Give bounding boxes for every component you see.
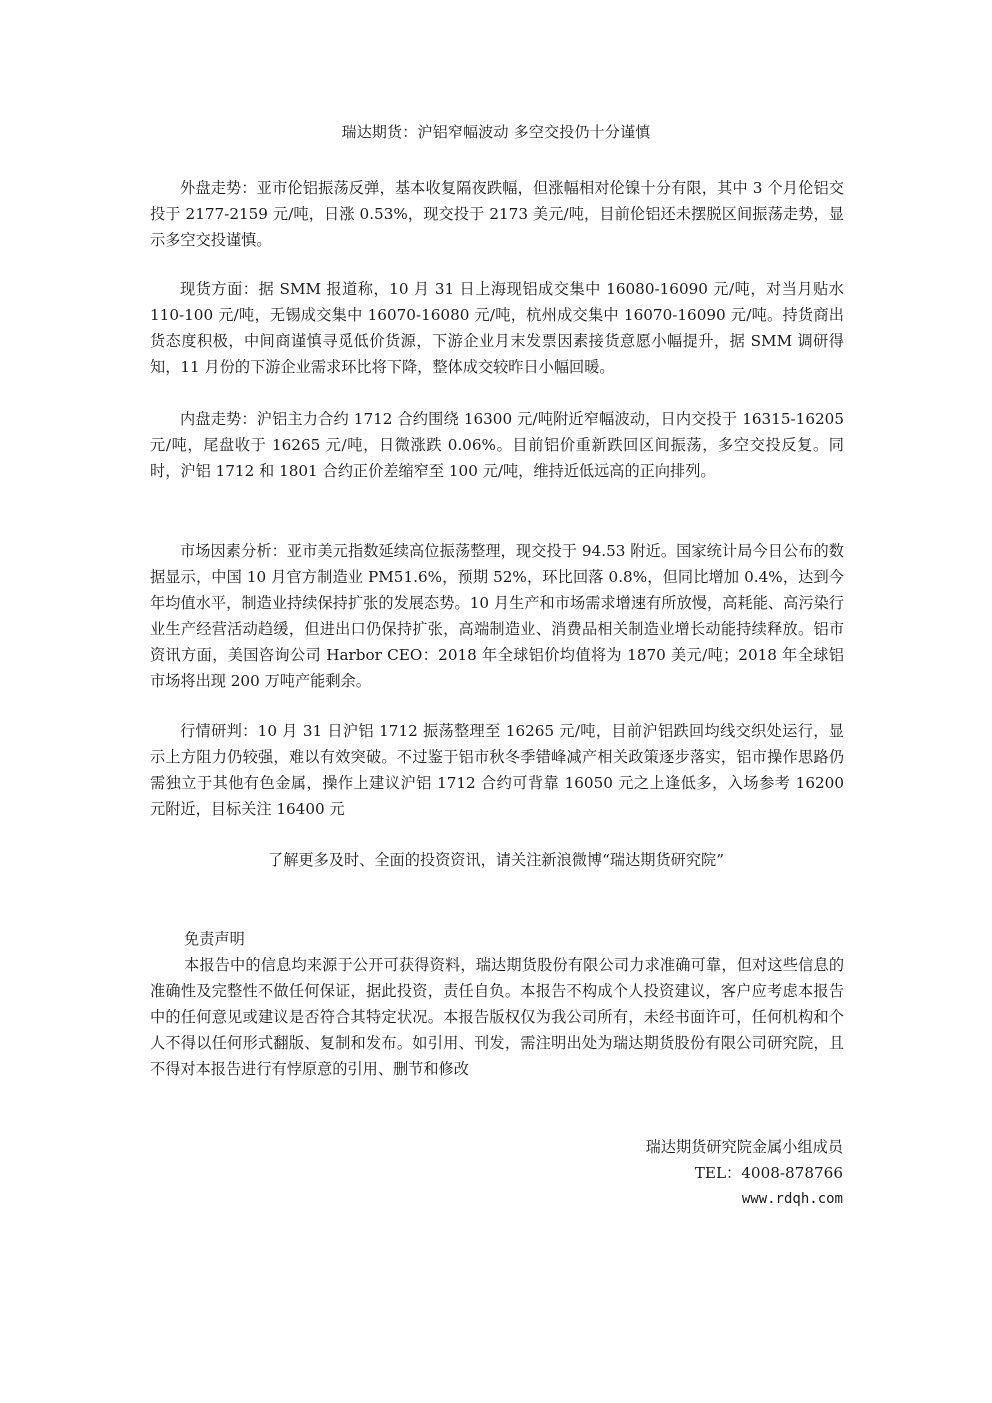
paragraph-domestic-market: 内盘走势：沪铝主力合约 1712 合约围绕 16300 元/吨附近窄幅波动，日内交投于 16315-16205 元/吨，尾盘收于 16265 元/吨，日微涨跌 0.06%。目前铝价重新跌回区间振荡，多空交投反复。同时，沪铝 1712 和 1801 合约正价差缩窄至 100 元/吨，维持近低远高的正向排列。	[150, 410, 844, 480]
paragraph-spot-market: 现货方面：据 SMM 报道称，10 月 31 日上海现铝成交集中 16080-16090 元/吨，对当月贴水 110-100 元/吨，无锡成交集中 16070-16080 元/吨，杭州成交集中 16070-16090 元/吨。持货商出货态度积极，中间商谨慎寻觅低价货源，下游企业月末发票因素接货意愿小幅提升，据 SMM 调研得知，11 月份的下游企业需求环比将下降，整体成交较昨日小幅回暖。	[150, 280, 844, 376]
report-title: 瑞达期货：沪铝窄幅波动 多空交投仍十分谨慎	[341, 123, 651, 141]
paragraph-market-factors: 市场因素分析：亚市美元指数延续高位振荡整理，现交投于 94.53 附近。国家统计局今日公布的数据显示，中国 10 月官方制造业 PM51.6%，预期 52%，环比回落 0.8%，但同比增加 0.4%，达到今年均值水平，制造业持续保持扩张的发展态势。10 月生产和市场需求增速有所放慢，高耗能、高污染行业生产经营活动趋缓，但进出口仍保持扩张，高端制造业、消费品相关制造业增长动能持续释放。铝市资讯方面，美国咨询公司 Harbor CEO：2018 年全球铝价均值将为 1870 美元/吨；2018 年全球铝市场将出现 200 万吨产能剩余。	[150, 542, 844, 690]
paragraph-outlook: 行情研判：10 月 31 日沪铝 1712 振荡整理至 16265 元/吨，目前沪铝跌回均线交织处运行，显示上方阻力仍较强，难以有效突破。不过鉴于铝市秋冬季错峰减产相关政策逐步落实，铝市操作思路仍需独立于其他有色金属，操作上建议沪铝 1712 合约可背靠 16050 元之上逢低多，入场参考 16200 元附近，目标关注 16400 元	[150, 722, 844, 818]
signature-tel: TEL：4008-878766	[694, 1164, 843, 1182]
disclaimer-body: 本报告中的信息均来源于公开可获得资料，瑞达期货股份有限公司力求准确可靠，但对这些信息的准确性及完整性不做任何保证，据此投资，责任自负。本报告不构成个人投资建议，客户应考虑本报告中的任何意见或建议是否符合其特定状况。本报告版权仅为我公司所有，未经书面许可，任何机构和个人不得以任何形式翻版、复制和发布。如引用、刊发，需注明出处为瑞达期货股份有限公司研究院，且不得对本报告进行有悖原意的引用、删节和修改	[150, 956, 844, 1078]
signature-website: www.rdqh.com	[741, 1191, 843, 1207]
weibo-notice: 了解更多及时、全面的投资资讯，请关注新浪微博“瑞达期货研究院”	[268, 851, 724, 869]
disclaimer-title: 免责声明	[184, 930, 245, 948]
signature-org: 瑞达期货研究院金属小组成员	[645, 1138, 843, 1156]
paragraph-overseas-market: 外盘走势：亚市伦铝振荡反弹，基本收复隔夜跌幅，但涨幅相对伦镍十分有限，其中 3 个月伦铝交投于 2177-2159 元/吨，日涨 0.53%，现交投于 2173 美元/吨，目前伦铝还未摆脱区间振荡走势，显示多空交投谨慎。	[150, 179, 844, 249]
